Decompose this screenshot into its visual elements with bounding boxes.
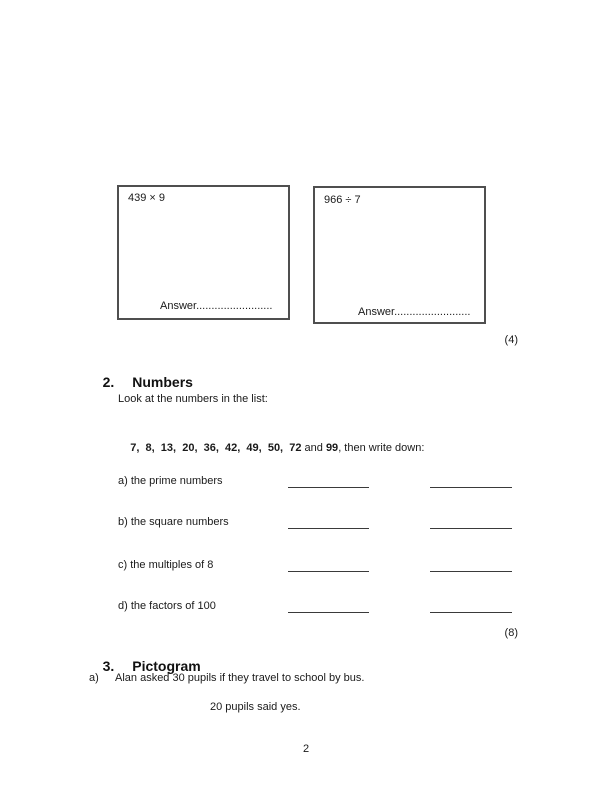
part-a-text: Alan asked 30 pupils if they travel to school by bus.	[115, 672, 365, 684]
calc-expression: 439 × 9	[128, 192, 166, 204]
subquestion-label-b: b) the square numbers	[118, 516, 229, 528]
section-2-intro: Look at the numbers in the list:	[118, 393, 268, 405]
numbers-list-bold: 7, 8, 13, 20, 36, 42, 49, 50, 72	[130, 442, 302, 454]
answer-dotted-line: Answer.........................	[358, 306, 471, 318]
subquestion-label-d: d) the factors of 100	[118, 600, 216, 612]
marks-question-1: (4)	[504, 334, 518, 346]
numbers-list-line	[118, 430, 424, 466]
section-3-title: Pictogram	[132, 658, 201, 674]
calc-box-multiplication	[117, 185, 290, 320]
calc-expression: 966 ÷ 7	[324, 194, 361, 206]
calc-box-division	[313, 186, 486, 324]
numbers-list-last: 99	[325, 442, 339, 454]
answer-blank-line	[288, 612, 369, 613]
part-a-subtext: 20 pupils said yes.	[210, 701, 301, 713]
answer-blank-line	[430, 487, 512, 488]
answer-blank-line	[288, 487, 369, 488]
numbers-list-tail: , then write down:	[338, 442, 425, 454]
answer-blank-line	[288, 571, 369, 572]
answer-dotted-line: Answer.........................	[160, 300, 273, 312]
page-number: 2	[302, 743, 310, 755]
marks-question-2: (8)	[504, 627, 518, 639]
subquestion-label-c: c) the multiples of 8	[118, 559, 214, 571]
answer-blank-line	[288, 528, 369, 529]
section-3-number: 3.	[102, 658, 115, 674]
answer-blank-line	[430, 528, 512, 529]
section-2-title: Numbers	[132, 374, 193, 390]
section-2-number: 2.	[102, 374, 115, 390]
part-a-label: a)	[89, 672, 99, 684]
answer-blank-line	[430, 612, 512, 613]
subquestion-label-a: a) the prime numbers	[118, 475, 223, 487]
answer-blank-line	[430, 571, 512, 572]
numbers-list-and: and	[301, 442, 326, 454]
